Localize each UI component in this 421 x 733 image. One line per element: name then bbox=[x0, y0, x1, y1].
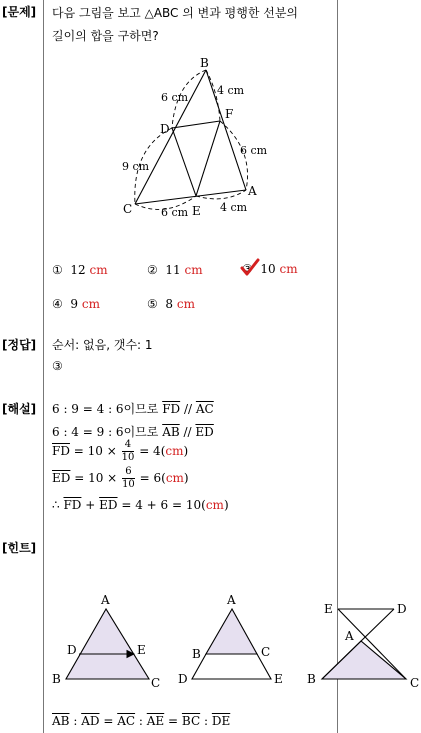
svg-text:C: C bbox=[261, 645, 271, 659]
svg-text:D: D bbox=[178, 672, 188, 686]
triangle-figure bbox=[115, 55, 275, 225]
length-ea: 4 cm bbox=[220, 201, 248, 214]
problem-line-2: 길이의 합을 구하면? bbox=[52, 29, 159, 43]
svg-text:D: D bbox=[67, 643, 77, 657]
length-bf: 4 cm bbox=[217, 84, 245, 97]
length-ce: 6 cm bbox=[161, 206, 189, 219]
explanation-line-5: ∴ $\overline{FD} + \overline{ED} = 4 + 6 = 10(cm)$ bbox=[52, 498, 229, 512]
choice-3[interactable]: ③ 10 cm bbox=[242, 262, 298, 276]
choice-2[interactable]: ② 11 cm bbox=[147, 263, 203, 277]
hint-figure-2 bbox=[178, 593, 283, 686]
hint-label: [힌트] bbox=[2, 541, 37, 555]
svg-text:A: A bbox=[345, 629, 354, 643]
segment-de bbox=[172, 128, 196, 196]
answer-label: [정답] bbox=[2, 338, 37, 352]
segment-fe bbox=[196, 121, 220, 196]
explanation-line-2: 6 : 4 = 9 : 6이므로 $\overline{AB} // \overline{ED}$ bbox=[52, 425, 214, 439]
length-dc: 9 cm bbox=[122, 160, 150, 173]
svg-text:B: B bbox=[52, 672, 61, 686]
answer-line-2: ③ bbox=[52, 359, 63, 373]
point-c: C bbox=[123, 202, 133, 216]
choice-1[interactable]: ① 12 cm bbox=[52, 263, 108, 277]
explanation-label: [해설] bbox=[2, 402, 37, 416]
svg-text:E: E bbox=[324, 602, 333, 616]
svg-text:A: A bbox=[227, 593, 236, 607]
point-f: F bbox=[225, 107, 234, 121]
svg-text:E: E bbox=[137, 643, 146, 657]
hint-figure-3 bbox=[307, 602, 419, 690]
choice-5[interactable]: ⑤ 8 cm bbox=[147, 297, 195, 311]
answer-line-1: 순서: 없음, 갯수: 1 bbox=[52, 338, 153, 352]
hint-figures bbox=[0, 585, 421, 695]
point-d: D bbox=[160, 122, 170, 136]
svg-text:C: C bbox=[151, 676, 161, 690]
segment-df bbox=[172, 121, 220, 128]
length-fa: 6 cm bbox=[240, 144, 268, 157]
explanation-line-4: $\overline{ED} = 10$ × $\frac{6}{10}$ = 6(cm) bbox=[52, 466, 189, 490]
length-bd: 6 cm bbox=[161, 91, 189, 104]
problem-line-1: 다음 그림을 보고 △ABC 의 변과 평행한 선분의 bbox=[52, 6, 299, 20]
point-e: E bbox=[192, 204, 201, 218]
svg-text:E: E bbox=[274, 672, 283, 686]
svg-text:B: B bbox=[307, 672, 316, 686]
hint-figure-1 bbox=[52, 593, 160, 690]
choice-4[interactable]: ④ 9 cm bbox=[52, 297, 100, 311]
check-mark-icon bbox=[240, 258, 260, 278]
explanation-line-1: 6 : 9 = 4 : 6이므로 $\overline{FD} // \overline{AC}$ bbox=[52, 402, 214, 416]
problem-label: [문제] bbox=[2, 5, 37, 19]
fraction-4-10: $\frac{4}{10}$ bbox=[121, 439, 135, 463]
hint-ratio-formula: $\overline{AB}$ : $\overline{AD} = \overline{AC}$ : $\overline{AE} = \overline{BC}$ : $\overline{DE}$ bbox=[52, 714, 231, 728]
explanation-line-3: $\overline{FD} = 10$ × $\frac{4}{10}$ = 4(cm) bbox=[52, 439, 189, 463]
svg-text:B: B bbox=[192, 647, 201, 661]
svg-text:A: A bbox=[101, 593, 110, 607]
svg-text:D: D bbox=[397, 602, 407, 616]
point-a: A bbox=[248, 184, 257, 198]
fraction-6-10: $\frac{6}{10}$ bbox=[122, 466, 135, 490]
svg-text:C: C bbox=[410, 676, 420, 690]
point-b: B bbox=[200, 56, 209, 70]
